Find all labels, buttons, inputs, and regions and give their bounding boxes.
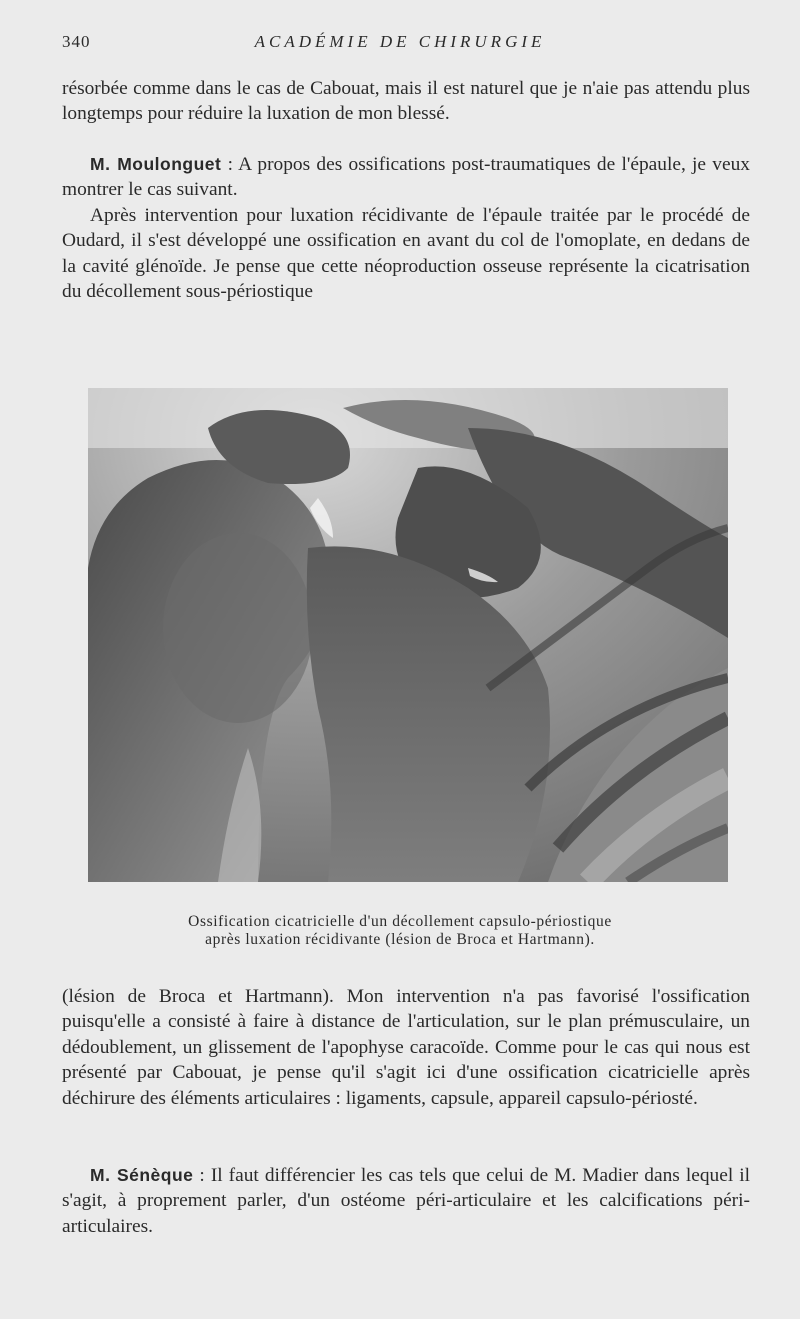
paragraph-seneque xyxy=(62,1163,750,1239)
shoulder-xray-image xyxy=(88,388,728,882)
paragraph-moulonguet-text: : A propos des ossifications post-traumatiques de l'épaule, je veux montrer le cas suivant. xyxy=(62,154,750,201)
paragraph-broca-hartmann: (lésion de Broca et Hartmann). Mon intervention n'a pas favorisé l'ossification puisqu'elle a consisté à faire à distance de l'articulation, sur le plan prémusculaire, un dédoublement, un glissement de l'apophyse caracoïde. Comme pour le cas qui nous est présenté par Cabouat, je pense qu'il s'agit ici d'une ossification cicatricielle après déchirure des éléments articulaires : ligaments, capsule, appareil capsulo-périosté. xyxy=(62,986,750,1109)
speaker-seneque: M. Sénèque xyxy=(90,1165,194,1185)
paragraph-seneque-text: : Il faut différencier les cas tels que celui de M. Madier dans lequel il s'agit, à proprement parler, d'un ostéome péri-articulaire et les calcifications péri-articulaires. xyxy=(62,1165,750,1237)
caption-line-1: Ossification cicatricielle d'un décollement capsulo-périostique xyxy=(188,913,612,930)
paragraph-intervention: Après intervention pour luxation récidivante de l'épaule traitée par le procédé de Oudard, il s'est développé une ossification en avant du col de l'omoplate, en dedans de la cavité glénoïde. Je pense que cette néoproduction osseuse représente la cicatrisation du décollement sous-périostique xyxy=(62,205,750,303)
speaker-moulonguet: M. Moulonguet xyxy=(90,154,222,174)
page-header xyxy=(0,32,800,56)
caption-line-2: après luxation récidivante (lésion de Broca et Hartmann). xyxy=(205,931,595,948)
paragraph-continuation: résorbée comme dans le cas de Cabouat, mais il est naturel que je n'aie pas attendu plus longtemps pour réduire la luxation de mon blessé. xyxy=(62,78,750,125)
page-number: 340 xyxy=(62,32,91,51)
paragraph-moulonguet xyxy=(62,152,750,203)
figure-caption xyxy=(0,913,800,949)
xray-figure xyxy=(88,388,728,882)
running-title: ACADÉMIE DE CHIRURGIE xyxy=(254,32,546,51)
